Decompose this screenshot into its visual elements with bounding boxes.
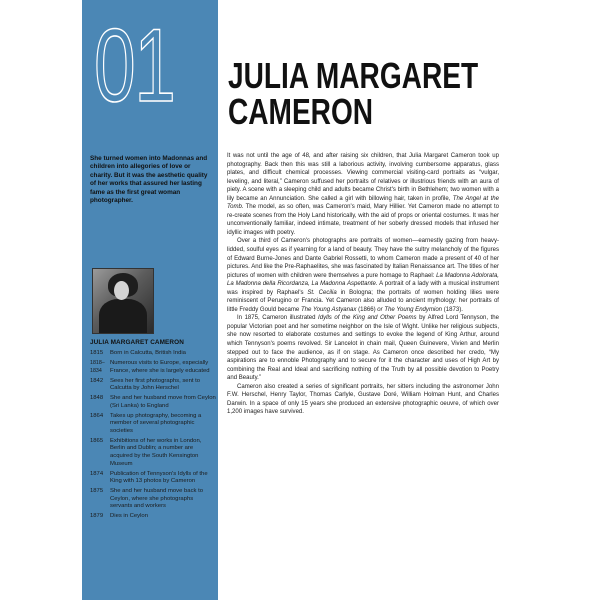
timeline-entry [90,395,216,410]
timeline-entry [90,350,216,358]
title-line-2: CAMERON [228,91,374,132]
timeline-text: Born in Calcutta, British India [110,350,186,356]
body-text [227,152,499,417]
timeline-year: 1815 [90,350,104,356]
timeline-entry [90,513,216,521]
body-paragraph-4: Cameron also created a series of significant portraits, her sitters including the astronomer John F.W. Herschel, Henry Taylor, Thomas Carlyle, Gustave Doré, William Holman Hunt, and Charles Darwin. In a space of only 15 years she produced an extensive photographic oeuvre, of which over 1,200 images have survived. [227,383,499,416]
timeline-year: 1864 [90,412,104,419]
page-title [228,55,479,132]
title-line-1: JULIA MARGARET [228,55,479,96]
timeline-text: She and her husband move from Ceylon (Sri Lanka) to England [110,395,216,409]
timeline-text: Exhibitions of her works in London, Berlin and Dublin; a number are acquired by the South Kensington Museum [110,437,202,467]
timeline-entry [90,488,216,511]
body-paragraph-1: It was not until the age of 48, and after raising six children, that Julia Margaret Cameron took up photography. Back then this was still a laborious activity, involving cumbersome apparatus, glass plates, and difficult chemical processes. Viewing commercial visiting-card portraits as “vulgar, leveling, and literal,” Cameron suffused her portraits of relatives or illustrious friends with an aura of piety. A scene with a sleeping child and adults became Christ's birth in Bethlehem; two women with a lily became an Annunciation. She called a girl with billowing hair, taken in profile, The Angel at the Tomb. The model, as so often, was Cameron's maid, Mary Hillier. Yet Cameron made no attempt to re-create scenes from the Holy Land historically, with the aid of props or oriental costumes. It was her unconventionally familiar, indeed intimate, treatment of her soberly dressed models that infused her idyllic images with poetry. [227,153,499,236]
timeline-text: Numerous visits to Europe, especially France, where she is largely educated [110,359,210,374]
timeline-text: Dies in Ceylon [110,513,148,520]
timeline-year: 1879 [90,513,104,520]
chapter-number: 01 [94,8,175,124]
timeline-text: Publication of Tennyson's Idylls of the King with 13 photos by Cameron [110,470,208,485]
body-paragraph-2: Over a third of Cameron's photographs are portraits of women—earnestly gazing from heavy-lidded, soulful eyes as if yearning for a land of beauty. They have the sultry melancholy of the figures of Edward Burne-Jones and Dante Gabriel Rossetti, to whom Cameron made a present of 40 of her pictures. And like the Pre-Raphaelites, she was fascinated by Italian Renaissance art. The titles of her pictures of women with children were themselves a pure homage to Raphael: La Madonna Adolorata, La Madonna della Ricordanza, La Madonna Aspettante. A portrait of a lady with a musical instrument was inspired by Raphael's St. Cecilia in Bologna; the portraits of women holding lilies were reminiscent of Perugino or Francia. Yet Cameron also alluded to ancient mythology: her portraits of little Freddy Gould became The Young Astyanax (1866) or The Young Endymion (1873). [227,238,499,313]
timeline-text: She and her husband move back to Ceylon, where she photographs servants and workers [110,488,204,510]
timeline-year: 1848 [90,395,104,402]
timeline-entry [90,438,216,468]
intro-blurb: She turned women into Madonnas and children into allegories of love or charity. But it was the aesthetic quality of her works that assured her lasting fame as the first great woman photographer. [90,155,208,205]
timeline-year: 1818–1834 [90,359,105,374]
timeline-year: 1842 [90,377,104,384]
timeline-text: Takes up photography, becoming a member of several photographic societies [110,412,202,434]
timeline-heading: JULIA MARGARET CAMERON [90,339,184,346]
portrait-photo [92,268,154,334]
timeline-entry [90,378,216,393]
body-paragraph-3: In 1875, Cameron illustrated Idylls of the King and Other Poems by Alfred Lord Tennyson, the popular Victorian poet and her sometime neighbor on the Isle of Wight. Unlike her religious subjects, she now resorted to elaborate costumes and settings to evoke the legend of King Arthur, around which Tennyson's poems revolved. Sir Lancelot in chain mail, Queen Guinevere, Vivien and Merlin stepped out to face the audience, as if on stage. As Cameron once described her credo, “My aspirations are to ennoble Photography and to secure for it the character and uses of High Art by combining the Real and Ideal and sacrificing nothing of the Truth by all possible devotion to Poetry and Beauty.” [227,315,499,382]
timeline-entry [90,471,216,486]
timeline-year: 1865 [90,437,104,444]
timeline-entry [90,360,216,375]
timeline [90,350,216,523]
timeline-entry [90,413,216,436]
timeline-text: Sees her first photographs, sent to Calcutta by John Herschel [110,377,201,392]
timeline-year: 1875 [90,488,104,495]
timeline-year: 1874 [90,470,104,477]
